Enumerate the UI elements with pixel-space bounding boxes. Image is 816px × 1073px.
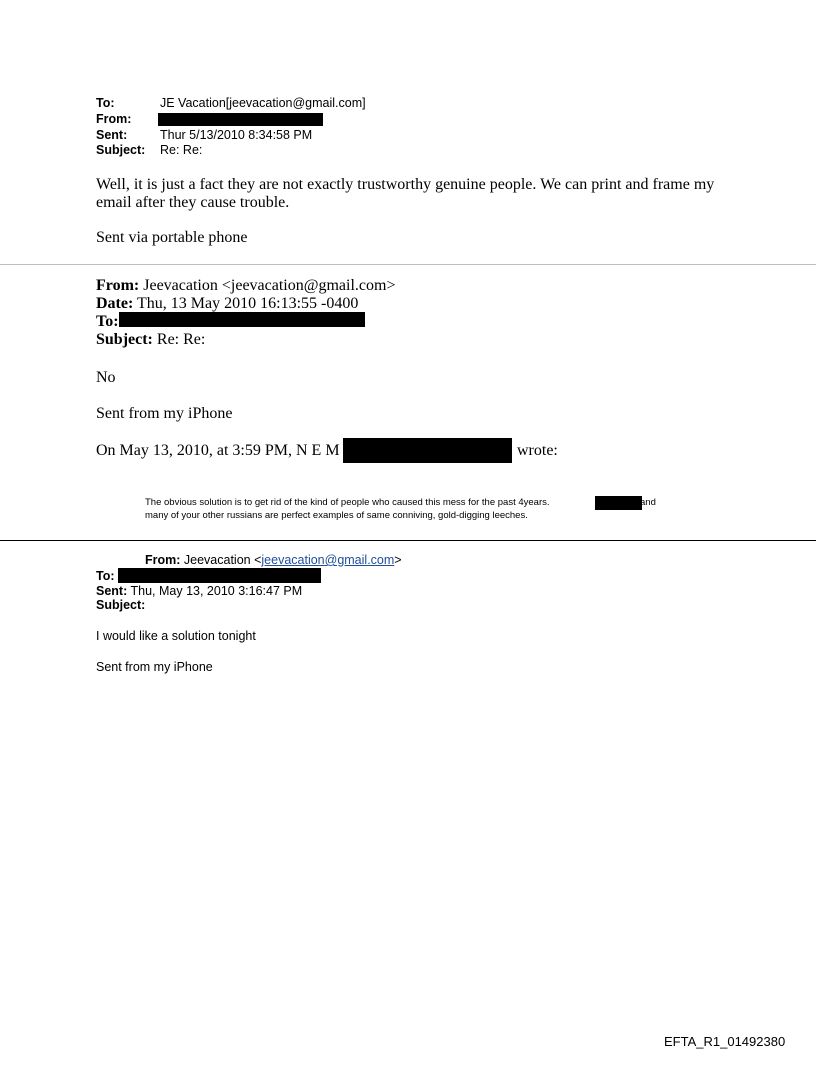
msg1-from-row <box>96 112 160 127</box>
msg1-sent-value: Thur 5/13/2010 8:34:58 PM <box>160 128 313 142</box>
quoted-line-1 <box>145 497 550 509</box>
msg3-to-label: To: <box>96 569 115 583</box>
quoted-line-1b: and <box>640 497 656 508</box>
msg1-subject-row <box>96 143 202 158</box>
msg2-body: No <box>96 369 116 386</box>
msg1-signature: Sent via portable phone <box>96 229 248 246</box>
msg3-body: I would like a solution tonight <box>96 629 256 643</box>
msg1-subject-value: Re: Re: <box>160 143 203 157</box>
redaction-block <box>118 568 321 583</box>
document-id: EFTA_R1_01492380 <box>664 1034 786 1049</box>
msg3-from-row <box>145 553 402 567</box>
msg3-signature: Sent from my iPhone <box>96 660 213 674</box>
msg3-to-row <box>96 569 115 583</box>
separator-rule <box>0 264 816 265</box>
msg3-sent-label: Sent: <box>96 584 128 598</box>
msg2-signature: Sent from my iPhone <box>96 405 233 422</box>
quoted-line-2: many of your other russians are perfect examples of same conniving, gold-digging leeches. <box>145 510 528 521</box>
msg3-from-email-link[interactable]: jeevacation@gmail.com <box>261 553 395 567</box>
separator-rule-dark <box>0 540 816 541</box>
msg2-from-value: Jeevacation <jeevacation@gmail.com> <box>143 277 396 294</box>
msg2-wrote-prefix: On May 13, 2010, at 3:59 PM, N E M <box>96 442 340 459</box>
msg2-from-row <box>96 276 395 295</box>
msg2-to-row <box>96 312 119 331</box>
msg3-from-name: Jeevacation < <box>183 553 262 567</box>
msg3-from-close: > <box>394 553 402 567</box>
quoted-line-1a: The obvious solution is to get rid of the kind of people who caused this mess for the past 4years. <box>145 497 550 508</box>
msg2-subject-label: Subject: <box>96 331 153 348</box>
redaction-block <box>595 496 642 510</box>
msg1-from-label: From: <box>96 112 132 126</box>
redaction-block <box>119 312 365 327</box>
msg2-date-value: Thu, 13 May 2010 16:13:55 -0400 <box>137 295 359 312</box>
msg2-from-label: From: <box>96 277 140 294</box>
msg1-sent-label: Sent: <box>96 128 128 142</box>
msg3-subject-label: Subject: <box>96 598 146 612</box>
msg2-subject-row <box>96 330 205 349</box>
msg1-to-label: To: <box>96 96 115 110</box>
msg2-to-label: To: <box>96 313 119 330</box>
msg2-wrote-suffix: wrote: <box>517 442 558 459</box>
redaction-block <box>158 113 323 126</box>
msg1-body-line1: Well, it is just a fact they are not exactly trustworthy genuine people. We can print and frame my <box>96 176 715 193</box>
msg2-subject-value: Re: Re: <box>156 331 206 348</box>
msg1-sent-row <box>96 128 312 143</box>
msg3-sent-row <box>96 584 302 598</box>
msg1-subject-label: Subject: <box>96 143 146 157</box>
msg2-date-label: Date: <box>96 295 134 312</box>
msg1-body-line2: email after they cause trouble. <box>96 194 290 211</box>
msg2-date-row <box>96 294 358 313</box>
msg3-sent-value: Thu, May 13, 2010 3:16:47 PM <box>130 584 303 598</box>
msg3-subject-row <box>96 598 145 612</box>
redaction-block <box>343 438 512 463</box>
msg1-to-row <box>96 96 366 111</box>
msg1-to-value: JE Vacation[jeevacation@gmail.com] <box>160 96 366 110</box>
msg3-from-label: From: <box>145 553 181 567</box>
